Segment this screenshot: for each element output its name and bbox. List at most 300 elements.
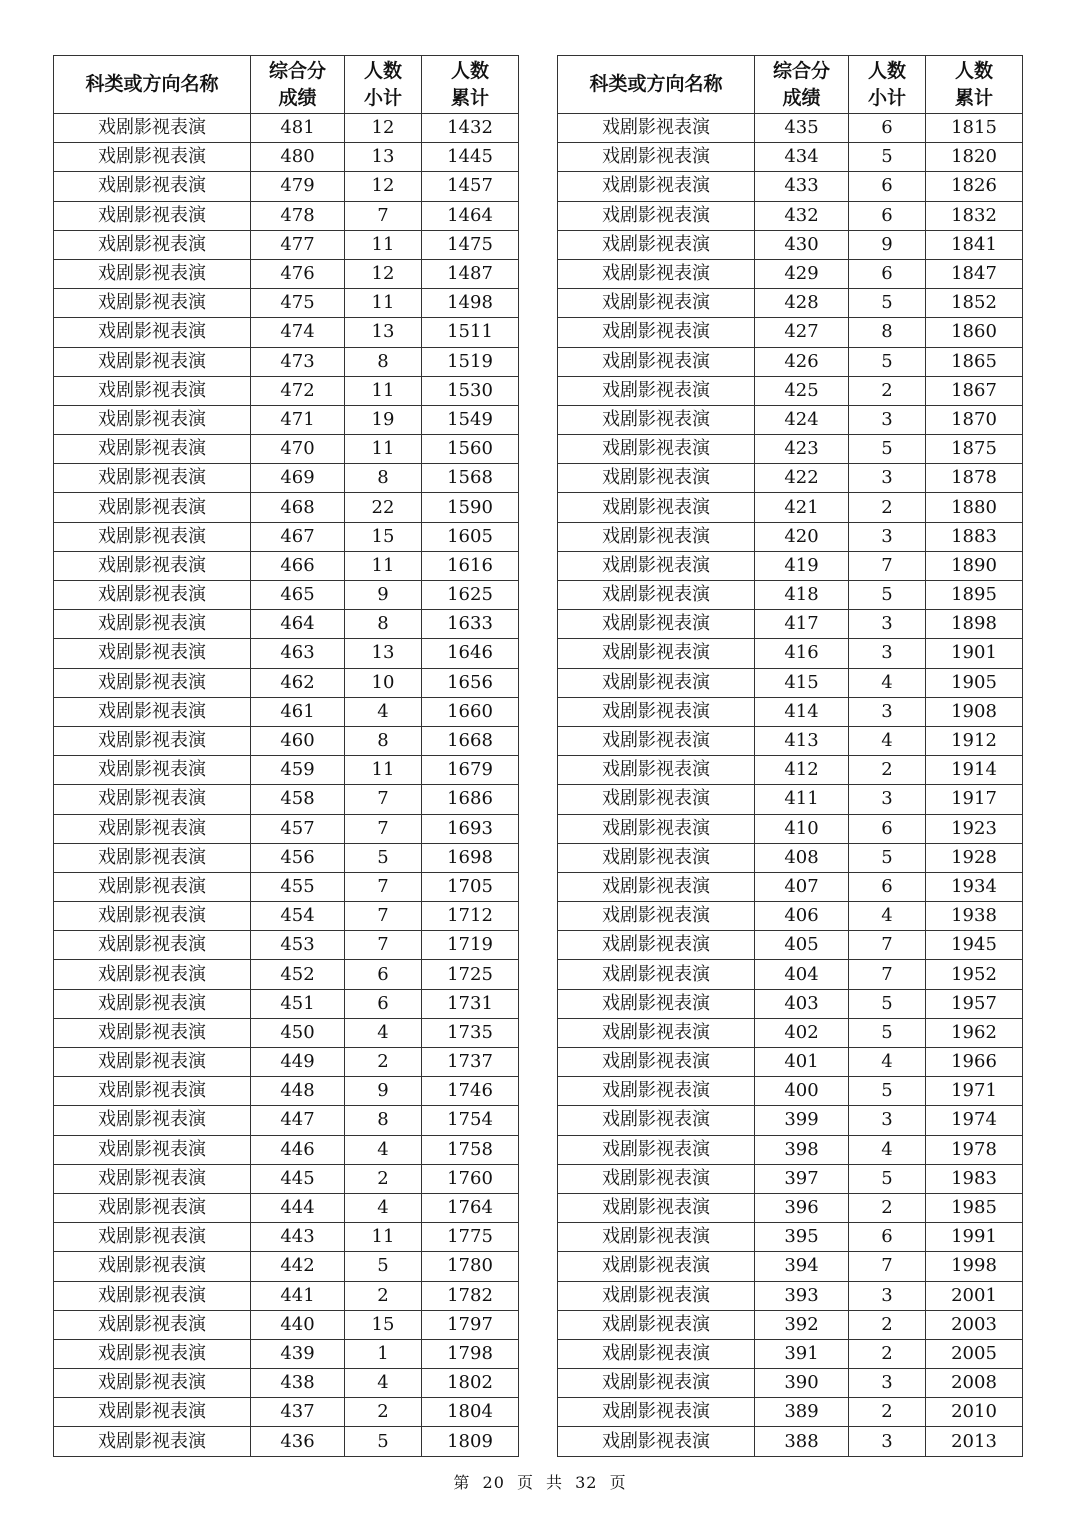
count-cell: 11 xyxy=(345,376,422,405)
count-cell: 5 xyxy=(345,1427,422,1456)
score-cell: 474 xyxy=(251,318,345,347)
category-cell: 戏剧影视表演 xyxy=(558,1281,755,1310)
count-cell: 3 xyxy=(849,697,926,726)
category-cell: 戏剧影视表演 xyxy=(558,814,755,843)
score-cell: 435 xyxy=(755,114,849,143)
score-cell: 455 xyxy=(251,872,345,901)
score-cell: 468 xyxy=(251,493,345,522)
cumulative-cell: 1802 xyxy=(422,1369,519,1398)
cumulative-cell: 1797 xyxy=(422,1310,519,1339)
score-cell: 476 xyxy=(251,259,345,288)
category-cell: 戏剧影视表演 xyxy=(558,551,755,580)
cumulative-cell: 2008 xyxy=(926,1369,1023,1398)
table-row xyxy=(558,201,1023,230)
category-cell: 戏剧影视表演 xyxy=(54,1398,251,1427)
cumulative-cell: 1966 xyxy=(926,1048,1023,1077)
table-row xyxy=(54,259,519,288)
count-cell: 2 xyxy=(849,1310,926,1339)
table-row xyxy=(54,639,519,668)
table-row xyxy=(558,1281,1023,1310)
category-cell: 戏剧影视表演 xyxy=(558,697,755,726)
score-cell: 402 xyxy=(755,1018,849,1047)
score-cell: 478 xyxy=(251,201,345,230)
count-cell: 4 xyxy=(345,1135,422,1164)
table-body-right xyxy=(558,114,1023,1457)
table-row xyxy=(54,1339,519,1368)
cumulative-cell: 1705 xyxy=(422,872,519,901)
cumulative-cell: 1464 xyxy=(422,201,519,230)
category-cell: 戏剧影视表演 xyxy=(558,1077,755,1106)
table-row xyxy=(54,435,519,464)
count-cell: 8 xyxy=(345,610,422,639)
score-cell: 479 xyxy=(251,172,345,201)
table-row xyxy=(54,464,519,493)
table-row xyxy=(558,639,1023,668)
score-cell: 464 xyxy=(251,610,345,639)
category-cell: 戏剧影视表演 xyxy=(558,581,755,610)
score-cell: 421 xyxy=(755,493,849,522)
category-cell: 戏剧影视表演 xyxy=(558,1369,755,1398)
count-cell: 5 xyxy=(849,1164,926,1193)
count-cell: 5 xyxy=(849,1077,926,1106)
category-cell: 戏剧影视表演 xyxy=(54,581,251,610)
table-row xyxy=(558,1164,1023,1193)
category-cell: 戏剧影视表演 xyxy=(54,435,251,464)
category-cell: 戏剧影视表演 xyxy=(558,668,755,697)
score-cell: 450 xyxy=(251,1018,345,1047)
cumulative-cell: 1905 xyxy=(926,668,1023,697)
count-cell: 3 xyxy=(849,464,926,493)
cumulative-cell: 1780 xyxy=(422,1252,519,1281)
cumulative-cell: 1934 xyxy=(926,872,1023,901)
header-score-line2: 成绩 xyxy=(782,86,821,109)
header-score xyxy=(755,56,849,114)
category-cell: 戏剧影视表演 xyxy=(54,1281,251,1310)
cumulative-cell: 1616 xyxy=(422,551,519,580)
category-cell: 戏剧影视表演 xyxy=(54,668,251,697)
table-row xyxy=(54,1164,519,1193)
count-cell: 10 xyxy=(345,668,422,697)
category-cell: 戏剧影视表演 xyxy=(54,756,251,785)
category-cell: 戏剧影视表演 xyxy=(54,172,251,201)
score-cell: 459 xyxy=(251,756,345,785)
category-cell: 戏剧影视表演 xyxy=(558,493,755,522)
count-cell: 6 xyxy=(849,114,926,143)
cumulative-cell: 1914 xyxy=(926,756,1023,785)
count-cell: 4 xyxy=(849,668,926,697)
category-cell: 戏剧影视表演 xyxy=(558,464,755,493)
table-row xyxy=(558,931,1023,960)
count-cell: 8 xyxy=(345,347,422,376)
score-cell: 472 xyxy=(251,376,345,405)
table-row xyxy=(558,172,1023,201)
score-cell: 463 xyxy=(251,639,345,668)
category-cell: 戏剧影视表演 xyxy=(54,1427,251,1456)
score-cell: 452 xyxy=(251,960,345,989)
count-cell: 5 xyxy=(345,1252,422,1281)
table-row xyxy=(558,960,1023,989)
score-cell: 401 xyxy=(755,1048,849,1077)
score-cell: 477 xyxy=(251,230,345,259)
table-row xyxy=(54,1369,519,1398)
header-count xyxy=(345,56,422,114)
score-cell: 458 xyxy=(251,785,345,814)
cumulative-cell: 1693 xyxy=(422,814,519,843)
table-header-row xyxy=(558,56,1023,114)
cumulative-cell: 1815 xyxy=(926,114,1023,143)
table-row xyxy=(558,843,1023,872)
table-row xyxy=(558,464,1023,493)
cumulative-cell: 1895 xyxy=(926,581,1023,610)
cumulative-cell: 1445 xyxy=(422,143,519,172)
table-row xyxy=(54,522,519,551)
score-cell: 399 xyxy=(755,1106,849,1135)
score-cell: 407 xyxy=(755,872,849,901)
cumulative-cell: 1945 xyxy=(926,931,1023,960)
category-cell: 戏剧影视表演 xyxy=(54,464,251,493)
count-cell: 8 xyxy=(849,318,926,347)
score-cell: 466 xyxy=(251,551,345,580)
score-cell: 412 xyxy=(755,756,849,785)
category-cell: 戏剧影视表演 xyxy=(558,843,755,872)
table-row xyxy=(54,172,519,201)
table-row xyxy=(558,1339,1023,1368)
category-cell: 戏剧影视表演 xyxy=(54,726,251,755)
score-cell: 388 xyxy=(755,1427,849,1456)
cumulative-cell: 1530 xyxy=(422,376,519,405)
count-cell: 6 xyxy=(849,259,926,288)
category-cell: 戏剧影视表演 xyxy=(54,902,251,931)
cumulative-cell: 1878 xyxy=(926,464,1023,493)
score-cell: 389 xyxy=(755,1398,849,1427)
cumulative-cell: 1775 xyxy=(422,1223,519,1252)
table-row xyxy=(54,289,519,318)
count-cell: 7 xyxy=(849,1252,926,1281)
table-row xyxy=(54,902,519,931)
count-cell: 5 xyxy=(849,143,926,172)
cumulative-cell: 1847 xyxy=(926,259,1023,288)
category-cell: 戏剧影视表演 xyxy=(54,143,251,172)
cumulative-cell: 1852 xyxy=(926,289,1023,318)
category-cell: 戏剧影视表演 xyxy=(558,114,755,143)
cumulative-cell: 2001 xyxy=(926,1281,1023,1310)
cumulative-cell: 1487 xyxy=(422,259,519,288)
score-cell: 428 xyxy=(755,289,849,318)
score-cell: 481 xyxy=(251,114,345,143)
score-cell: 417 xyxy=(755,610,849,639)
score-cell: 419 xyxy=(755,551,849,580)
score-cell: 406 xyxy=(755,902,849,931)
score-cell: 473 xyxy=(251,347,345,376)
header-total xyxy=(926,56,1023,114)
score-cell: 453 xyxy=(251,931,345,960)
count-cell: 11 xyxy=(345,230,422,259)
score-cell: 456 xyxy=(251,843,345,872)
cumulative-cell: 1432 xyxy=(422,114,519,143)
score-cell: 395 xyxy=(755,1223,849,1252)
cumulative-cell: 1809 xyxy=(422,1427,519,1456)
table-row xyxy=(54,814,519,843)
category-cell: 戏剧影视表演 xyxy=(558,1018,755,1047)
table-row xyxy=(558,872,1023,901)
score-cell: 400 xyxy=(755,1077,849,1106)
count-cell: 2 xyxy=(849,1339,926,1368)
cumulative-cell: 1519 xyxy=(422,347,519,376)
cumulative-cell: 1758 xyxy=(422,1135,519,1164)
category-cell: 戏剧影视表演 xyxy=(558,1193,755,1222)
cumulative-cell: 1760 xyxy=(422,1164,519,1193)
score-cell: 390 xyxy=(755,1369,849,1398)
count-cell: 7 xyxy=(849,931,926,960)
category-cell: 戏剧影视表演 xyxy=(54,872,251,901)
count-cell: 5 xyxy=(849,347,926,376)
count-cell: 8 xyxy=(345,726,422,755)
count-cell: 3 xyxy=(849,610,926,639)
table-row xyxy=(54,668,519,697)
table-row xyxy=(558,259,1023,288)
category-cell: 戏剧影视表演 xyxy=(558,522,755,551)
table-row xyxy=(558,522,1023,551)
category-cell: 戏剧影视表演 xyxy=(558,1310,755,1339)
category-cell: 戏剧影视表演 xyxy=(54,697,251,726)
category-cell: 戏剧影视表演 xyxy=(54,1135,251,1164)
category-cell: 戏剧影视表演 xyxy=(54,376,251,405)
table-row xyxy=(558,697,1023,726)
count-cell: 5 xyxy=(849,581,926,610)
score-cell: 424 xyxy=(755,405,849,434)
cumulative-cell: 1928 xyxy=(926,843,1023,872)
score-cell: 451 xyxy=(251,989,345,1018)
table-row xyxy=(54,1106,519,1135)
header-name-text: 科类或方向名称 xyxy=(85,73,219,95)
table-row xyxy=(54,1427,519,1456)
score-cell: 467 xyxy=(251,522,345,551)
header-name-text: 科类或方向名称 xyxy=(589,73,723,95)
score-cell: 427 xyxy=(755,318,849,347)
count-cell: 7 xyxy=(345,931,422,960)
count-cell: 6 xyxy=(849,872,926,901)
category-cell: 戏剧影视表演 xyxy=(558,201,755,230)
score-cell: 393 xyxy=(755,1281,849,1310)
score-cell: 425 xyxy=(755,376,849,405)
table-row xyxy=(54,551,519,580)
score-cell: 457 xyxy=(251,814,345,843)
score-cell: 394 xyxy=(755,1252,849,1281)
count-cell: 6 xyxy=(849,172,926,201)
cumulative-cell: 2003 xyxy=(926,1310,1023,1339)
category-cell: 戏剧影视表演 xyxy=(558,289,755,318)
table-row xyxy=(558,902,1023,931)
cumulative-cell: 1908 xyxy=(926,697,1023,726)
category-cell: 戏剧影视表演 xyxy=(558,756,755,785)
category-cell: 戏剧影视表演 xyxy=(54,1164,251,1193)
score-cell: 413 xyxy=(755,726,849,755)
table-row xyxy=(54,756,519,785)
count-cell: 12 xyxy=(345,114,422,143)
category-cell: 戏剧影视表演 xyxy=(54,522,251,551)
score-cell: 437 xyxy=(251,1398,345,1427)
header-total-line2: 累计 xyxy=(450,86,489,109)
cumulative-cell: 1511 xyxy=(422,318,519,347)
count-cell: 2 xyxy=(345,1281,422,1310)
category-cell: 戏剧影视表演 xyxy=(54,960,251,989)
table-row xyxy=(558,1252,1023,1281)
table-row xyxy=(558,610,1023,639)
category-cell: 戏剧影视表演 xyxy=(54,289,251,318)
count-cell: 11 xyxy=(345,756,422,785)
score-cell: 410 xyxy=(755,814,849,843)
table-row xyxy=(558,1048,1023,1077)
category-cell: 戏剧影视表演 xyxy=(558,960,755,989)
category-cell: 戏剧影视表演 xyxy=(54,201,251,230)
table-row xyxy=(54,1310,519,1339)
score-cell: 396 xyxy=(755,1193,849,1222)
category-cell: 戏剧影视表演 xyxy=(558,1427,755,1456)
table-row xyxy=(54,697,519,726)
score-table-left xyxy=(53,55,519,1457)
category-cell: 戏剧影视表演 xyxy=(558,347,755,376)
score-cell: 392 xyxy=(755,1310,849,1339)
header-score-line1: 综合分 xyxy=(772,59,830,82)
count-cell: 5 xyxy=(849,989,926,1018)
table-row xyxy=(558,668,1023,697)
category-cell: 戏剧影视表演 xyxy=(54,1339,251,1368)
score-cell: 391 xyxy=(755,1339,849,1368)
cumulative-cell: 1860 xyxy=(926,318,1023,347)
score-cell: 432 xyxy=(755,201,849,230)
table-row xyxy=(558,376,1023,405)
category-cell: 戏剧影视表演 xyxy=(54,551,251,580)
table-row xyxy=(558,435,1023,464)
category-cell: 戏剧影视表演 xyxy=(54,1018,251,1047)
category-cell: 戏剧影视表演 xyxy=(558,902,755,931)
cumulative-cell: 1719 xyxy=(422,931,519,960)
category-cell: 戏剧影视表演 xyxy=(54,814,251,843)
cumulative-cell: 1656 xyxy=(422,668,519,697)
category-cell: 戏剧影视表演 xyxy=(558,172,755,201)
table-row xyxy=(54,610,519,639)
table-row xyxy=(558,989,1023,1018)
score-cell: 460 xyxy=(251,726,345,755)
cumulative-cell: 1998 xyxy=(926,1252,1023,1281)
table-row xyxy=(54,318,519,347)
category-cell: 戏剧影视表演 xyxy=(54,610,251,639)
category-cell: 戏剧影视表演 xyxy=(558,435,755,464)
table-row xyxy=(558,1223,1023,1252)
score-cell: 462 xyxy=(251,668,345,697)
score-table-right xyxy=(557,55,1023,1457)
category-cell: 戏剧影视表演 xyxy=(558,1223,755,1252)
cumulative-cell: 1568 xyxy=(422,464,519,493)
cumulative-cell: 1633 xyxy=(422,610,519,639)
category-cell: 戏剧影视表演 xyxy=(54,1252,251,1281)
score-cell: 414 xyxy=(755,697,849,726)
count-cell: 3 xyxy=(849,522,926,551)
cumulative-cell: 1983 xyxy=(926,1164,1023,1193)
table-row xyxy=(558,1106,1023,1135)
cumulative-cell: 1832 xyxy=(926,201,1023,230)
cumulative-cell: 1917 xyxy=(926,785,1023,814)
cumulative-cell: 1898 xyxy=(926,610,1023,639)
cumulative-cell: 1962 xyxy=(926,1018,1023,1047)
cumulative-cell: 1764 xyxy=(422,1193,519,1222)
score-cell: 436 xyxy=(251,1427,345,1456)
score-cell: 439 xyxy=(251,1339,345,1368)
header-score-line2: 成绩 xyxy=(278,86,317,109)
count-cell: 12 xyxy=(345,172,422,201)
count-cell: 5 xyxy=(849,843,926,872)
score-cell: 430 xyxy=(755,230,849,259)
cumulative-cell: 1870 xyxy=(926,405,1023,434)
header-count-line1: 人数 xyxy=(363,59,402,82)
count-cell: 13 xyxy=(345,639,422,668)
category-cell: 戏剧影视表演 xyxy=(54,639,251,668)
table-body-left xyxy=(54,114,519,1457)
cumulative-cell: 1804 xyxy=(422,1398,519,1427)
count-cell: 4 xyxy=(345,1369,422,1398)
count-cell: 4 xyxy=(345,697,422,726)
count-cell: 2 xyxy=(849,1193,926,1222)
category-cell: 戏剧影视表演 xyxy=(558,405,755,434)
cumulative-cell: 1731 xyxy=(422,989,519,1018)
count-cell: 4 xyxy=(849,726,926,755)
cumulative-cell: 2013 xyxy=(926,1427,1023,1456)
category-cell: 戏剧影视表演 xyxy=(54,318,251,347)
cumulative-cell: 1875 xyxy=(926,435,1023,464)
score-cell: 403 xyxy=(755,989,849,1018)
table-row xyxy=(54,143,519,172)
score-cell: 411 xyxy=(755,785,849,814)
count-cell: 7 xyxy=(849,551,926,580)
count-cell: 7 xyxy=(849,960,926,989)
table-row xyxy=(54,230,519,259)
table-row xyxy=(54,114,519,143)
score-cell: 426 xyxy=(755,347,849,376)
count-cell: 3 xyxy=(849,785,926,814)
category-cell: 戏剧影视表演 xyxy=(54,931,251,960)
category-cell: 戏剧影视表演 xyxy=(54,347,251,376)
header-name xyxy=(54,56,251,114)
score-cell: 416 xyxy=(755,639,849,668)
category-cell: 戏剧影视表演 xyxy=(558,1398,755,1427)
table-header-row xyxy=(54,56,519,114)
category-cell: 戏剧影视表演 xyxy=(54,785,251,814)
count-cell: 5 xyxy=(345,843,422,872)
count-cell: 13 xyxy=(345,318,422,347)
cumulative-cell: 2010 xyxy=(926,1398,1023,1427)
table-row xyxy=(558,1077,1023,1106)
table-row xyxy=(558,114,1023,143)
category-cell: 戏剧影视表演 xyxy=(558,872,755,901)
table-row xyxy=(558,289,1023,318)
cumulative-cell: 1498 xyxy=(422,289,519,318)
table-row xyxy=(54,1135,519,1164)
cumulative-cell: 1912 xyxy=(926,726,1023,755)
cumulative-cell: 2005 xyxy=(926,1339,1023,1368)
cumulative-cell: 1957 xyxy=(926,989,1023,1018)
header-count-line2: 小计 xyxy=(867,86,906,109)
table-row xyxy=(558,581,1023,610)
cumulative-cell: 1549 xyxy=(422,405,519,434)
score-cell: 418 xyxy=(755,581,849,610)
table-row xyxy=(558,1398,1023,1427)
category-cell: 戏剧影视表演 xyxy=(558,1164,755,1193)
score-cell: 422 xyxy=(755,464,849,493)
category-cell: 戏剧影视表演 xyxy=(558,726,755,755)
cumulative-cell: 1890 xyxy=(926,551,1023,580)
score-cell: 429 xyxy=(755,259,849,288)
category-cell: 戏剧影视表演 xyxy=(54,114,251,143)
